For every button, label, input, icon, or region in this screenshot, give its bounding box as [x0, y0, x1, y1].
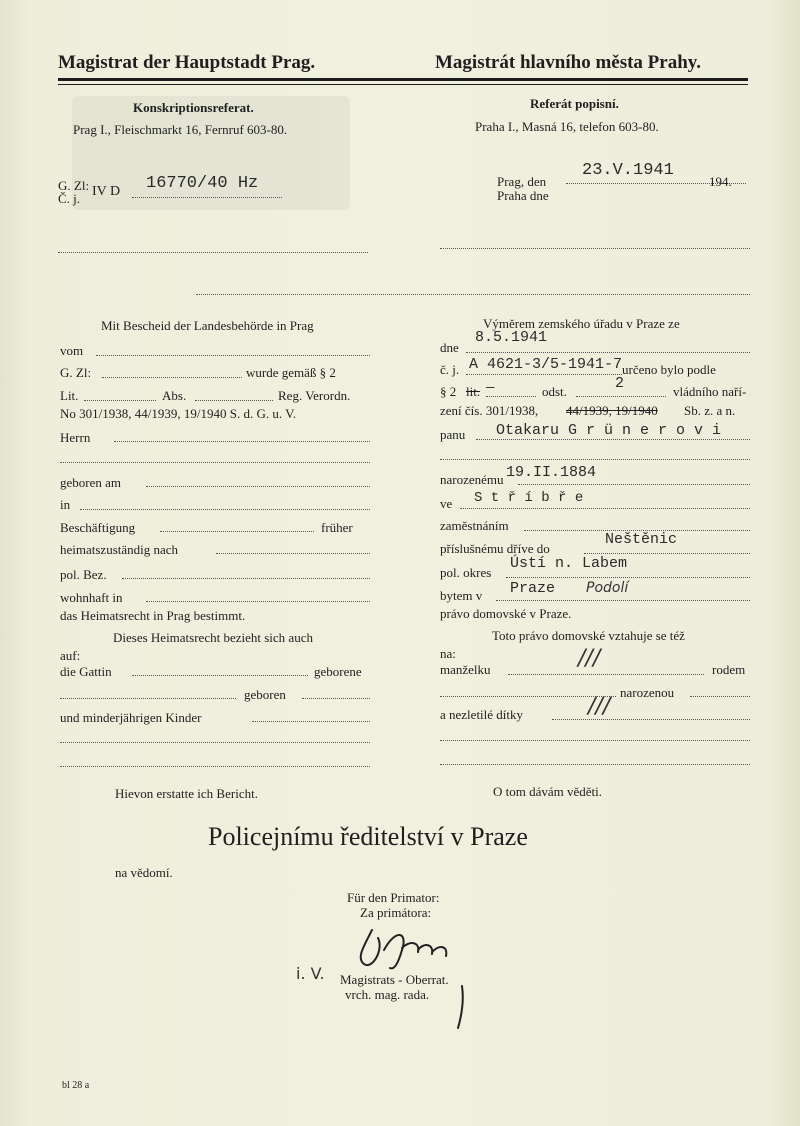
- cz-polokres-line: [506, 577, 750, 578]
- recipient-title: Policejnímu ředitelství v Praze: [208, 822, 528, 851]
- cz-narozenemu-value: 19.II.1884: [506, 464, 597, 481]
- header-rule-thin: [58, 84, 748, 85]
- de-lit-line: [84, 400, 156, 401]
- signature-za-primatora: Za primátora:: [360, 905, 432, 920]
- de-wohnhaft-line: [146, 601, 370, 602]
- cz-polokres: pol. okres: [440, 565, 492, 580]
- de-auf: auf:: [60, 648, 81, 663]
- cz-lit: lit.: [466, 384, 481, 399]
- office-name-czech: Referát popisní.: [530, 96, 619, 111]
- na-vedomi: na vědomí.: [115, 865, 173, 880]
- cz-na: na:: [440, 646, 456, 661]
- ref-label-german: G. Zl:: [58, 178, 90, 193]
- cz-zeni: zení čís. 301/1938,: [440, 403, 539, 418]
- handwritten-signature: [350, 920, 460, 980]
- cz-manzelku-mark: ///: [578, 646, 601, 671]
- de-heimat: heimatszuständig nach: [60, 542, 179, 557]
- de-kinder: und minderjährigen Kinder: [60, 710, 202, 725]
- de-geboren-line: [146, 486, 370, 487]
- office-address-german: Prag I., Fleischmarkt 16, Fernruf 603-80.: [73, 122, 288, 137]
- de-abs-line: [195, 400, 273, 401]
- cz-panu-line: [476, 439, 750, 440]
- blank-line: [60, 766, 370, 767]
- blank-line: [60, 698, 236, 699]
- cz-cj: č. j.: [440, 362, 460, 377]
- de-gattin: die Gattin: [60, 664, 112, 679]
- de-in-line: [80, 509, 370, 510]
- de-lit: Lit.: [60, 388, 79, 403]
- office-address-czech: Praha I., Masná 16, telefon 603-80.: [475, 119, 659, 134]
- cz-sb: Sb. z. a n.: [684, 403, 736, 418]
- cz-rodem: rodem: [712, 662, 746, 677]
- de-kinder-line: [252, 721, 370, 722]
- cz-narozenemu: narozenému: [440, 472, 504, 487]
- de-beschaeftigung-line: [160, 531, 314, 532]
- blank-line: [440, 740, 750, 741]
- cz-narozenemu-line: [518, 484, 750, 485]
- cz-polokres-value: Ústí n. Labem: [510, 555, 628, 572]
- signature-oberrat: Magistrats - Oberrat.: [340, 972, 449, 987]
- ref-number: 16770/40 Hz: [146, 174, 259, 193]
- cz-bytem-handwritten: Podolí: [586, 580, 629, 596]
- cz-bytem-value: Praze: [510, 580, 556, 597]
- cz-cj-value: A 4621-3/5-1941-7: [469, 356, 623, 373]
- cz-cj-line: [466, 374, 622, 375]
- signature-vrch-rada: vrch. mag. rada.: [345, 987, 430, 1002]
- cz-odst: odst.: [542, 384, 567, 399]
- blank-line: [60, 742, 370, 743]
- cz-pravo: právo domovské v Praze.: [440, 606, 572, 621]
- de-wurde: wurde gemäß § 2: [246, 365, 336, 380]
- blank-line: [60, 462, 370, 463]
- de-bestimmt: das Heimatsrecht in Prag bestimmt.: [60, 608, 246, 623]
- blank-line: [196, 294, 750, 295]
- de-gzl: G. Zl:: [60, 365, 92, 380]
- cz-manzelku-line: [508, 674, 704, 675]
- date-label-german: Prag, den: [497, 174, 547, 189]
- cz-line-vymer: Výměrem zemského úřadu v Praze ze: [483, 316, 680, 331]
- de-in: in: [60, 497, 71, 512]
- date-year-print: 194.: [709, 174, 732, 189]
- date-label-czech: Praha dne: [497, 188, 549, 203]
- cz-lit-value: —: [486, 380, 495, 396]
- de-beschaeftigung: Beschäftigung: [60, 520, 136, 535]
- cz-manzelku: manželku: [440, 662, 491, 677]
- de-gzl-line: [102, 377, 242, 378]
- cz-urceno: určeno bylo podle: [622, 362, 716, 377]
- cz-ve-line: [460, 508, 750, 509]
- cz-odst-line: [576, 396, 666, 397]
- de-abs: Abs.: [162, 388, 187, 403]
- cz-dne: dne: [440, 340, 459, 355]
- de-vom: vom: [60, 343, 84, 358]
- de-geboren2-line: [302, 698, 370, 699]
- cz-dne-line: [466, 352, 750, 353]
- de-vom-line: [96, 355, 370, 356]
- footer-code: bl 28 a: [62, 1080, 90, 1091]
- blank-line: [58, 252, 368, 253]
- cz-prislusnemu-line: [584, 553, 750, 554]
- cz-narozenou-line: [690, 696, 750, 697]
- de-polbez-line: [122, 578, 370, 579]
- cz-panu-value: Otakaru G r ü n e r o v i: [496, 422, 722, 439]
- cz-struck-numbers: 44/1939, 19/1940: [566, 403, 658, 418]
- de-herrn-line: [114, 441, 370, 442]
- cz-panu: panu: [440, 427, 466, 442]
- cz-odst-value: 2: [615, 375, 625, 392]
- de-herrn: Herrn: [60, 430, 91, 445]
- cz-narizeni: vládního naří-: [673, 384, 747, 399]
- ref-dotted-line: [132, 197, 282, 198]
- cz-zamestnanim: zaměstnáním: [440, 518, 509, 533]
- cz-prislusnemu: příslušnému dříve do: [440, 541, 550, 556]
- cz-vedeti: O tom dávám věděti.: [493, 784, 603, 799]
- blank-line: [440, 459, 750, 460]
- de-gattin-line: [132, 675, 308, 676]
- de-geborene: geborene: [314, 664, 362, 679]
- header-title-czech: Magistrát hlavního města Prahy.: [435, 52, 701, 73]
- ref-label-czech: Č. j.: [58, 191, 81, 206]
- cz-par: § 2: [440, 384, 457, 399]
- de-no: No 301/1938, 44/1939, 19/1940 S. d. G. u. V.: [60, 406, 297, 421]
- de-geboren: geboren: [244, 687, 286, 702]
- cz-ditky: a nezletilé dítky: [440, 707, 524, 722]
- cz-dne-value: 8.5.1941: [475, 329, 548, 346]
- de-heimat-line: [216, 553, 370, 554]
- de-line-bescheid: Mit Bescheid der Landesbehörde in Prag: [101, 318, 314, 333]
- de-bezieht: Dieses Heimatsrecht bezieht sich auch: [113, 630, 313, 645]
- office-name-german: Konskriptionsreferat.: [133, 100, 254, 115]
- de-geboren-am: geboren am: [60, 475, 122, 490]
- header-title-german: Magistrat der Hauptstadt Prag.: [58, 52, 316, 73]
- de-reg: Reg. Verordn.: [278, 388, 351, 403]
- cz-narozenou: narozenou: [620, 685, 675, 700]
- cz-ditky-line: [552, 719, 750, 720]
- cz-bytem-line: [496, 600, 750, 601]
- date-value: 23.V.1941: [582, 161, 674, 180]
- signature-stroke: [450, 984, 470, 1032]
- cz-ve-value: S t ř í b ř e: [474, 490, 584, 506]
- signature-for-primator: Für den Primator:: [347, 890, 440, 905]
- de-wohnhaft: wohnhaft in: [60, 590, 123, 605]
- cz-ditky-mark: ///: [588, 694, 611, 719]
- de-bericht: Hievon erstatte ich Bericht.: [115, 786, 258, 801]
- de-frueher: früher: [321, 520, 353, 535]
- blank-line: [440, 248, 750, 249]
- cz-ve: ve: [440, 496, 453, 511]
- cz-bytem: bytem v: [440, 588, 483, 603]
- cz-toto: Toto právo domovské vztahuje se též: [492, 628, 685, 643]
- cz-prislusnemu-value: Neštěnic: [605, 531, 678, 548]
- de-polbez: pol. Bez.: [60, 567, 107, 582]
- signature-iv: i. V.: [296, 964, 325, 983]
- blank-line: [440, 764, 750, 765]
- cz-lit-line: [486, 396, 536, 397]
- header-rule-thick: [58, 78, 748, 81]
- ref-prefix: IV D: [92, 184, 121, 199]
